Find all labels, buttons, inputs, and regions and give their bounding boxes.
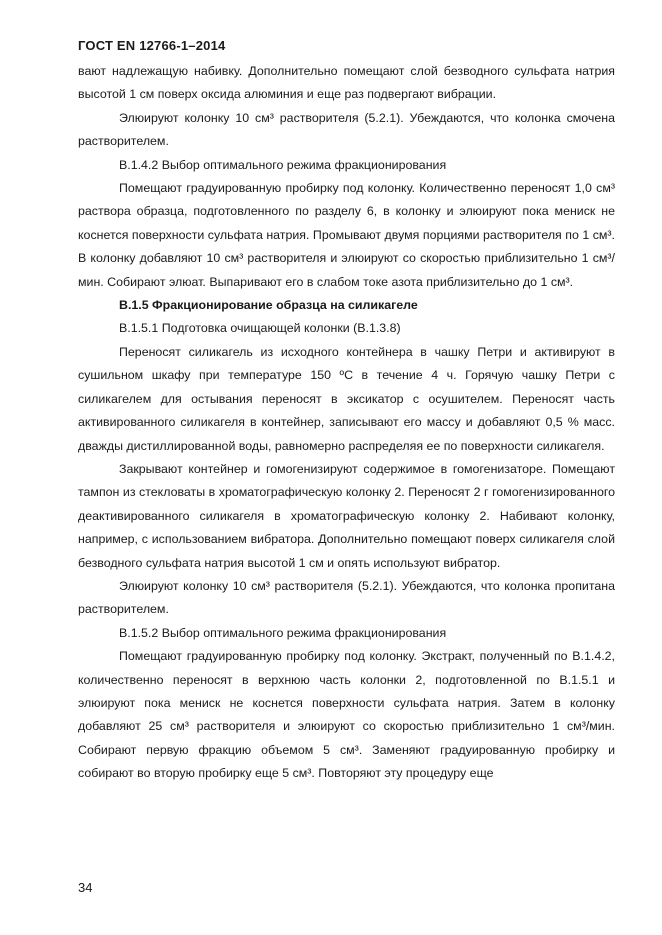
paragraph-column-packing: Закрывают контейнер и гомогенизируют содержимое в гомогенизаторе. Помещают тампон из стекловаты в хроматографическую колонку 2. Переносят 2 г гомогенизированного деактивированного силикагеля в хроматографическую колонку 2. Набивают колонку, например, с использованием вибратора. Дополнительно помещают поверх силикагеля слой безводного сульфата натрия высотой 1 см и опять используют вибратор. (78, 461, 615, 570)
paragraph-continuation: вают надлежащую набивку. Дополнительно помещают слой безводного сульфата натрия высотой 1 см поверх оксида алюминия и еще раз подвергают вибрации. (78, 64, 615, 102)
paragraph-elution-alumina: Элюируют колонку 10 см³ растворителя (5.2.1). Убеждаются, что колонка смочена растворителем. (78, 110, 615, 149)
subsection-heading-b151: В.1.5.1 Подготовка очищающей колонки (В.1.3.8) (119, 321, 401, 336)
subsection-heading-b152: В.1.5.2 Выбор оптимального режима фракционирования (119, 625, 447, 640)
paragraph-b152-procedure: Помещают градуированную пробирку под колонку. Экстракт, полученный по В.1.4.2, количественно переносят в верхнюю часть колонки 2, подготовленной по В.1.5.1 и элюируют пока мениск не коснется поверхности сульфата натрия. Затем в колонку добавляют 25 см³ растворителя и элюируют со скоростью приблизительно 1 см³/мин. Собирают первую фракцию объемом 5 см³. Заменяют градуированную пробирку и собирают во вторую пробирку еще 5 см³. Повторяют эту процедуру еще (78, 649, 615, 781)
section-heading-b15: В.1.5 Фракционирование образца на силикагеле (119, 298, 418, 313)
paragraph-silica-activation: Переносят силикагель из исходного контейнера в чашку Петри и активируют в сушильном шкафу при температуре 150 ºС в течение 4 ч. Горячую чашку Петри с силикагелем для остывания переносят в эксикатор с осушителем. Переносят часть активированного силикагеля в контейнер, записывают его массу и добавляют 0,5 % масс. дважды дистиллированной воды, равномерно распределяя ее по поверхности силикагеля. (78, 344, 615, 453)
page-number: 34 (78, 880, 93, 895)
standard-header: ГОСТ EN 12766-1–2014 (78, 38, 226, 53)
paragraph-b142-procedure: Помещают градуированную пробирку под колонку. Количественно переносят 1,0 см³ раствора образца, подготовленного по разделу 6, в колонку и элюируют пока мениск не коснется поверхности сульфата натрия. Промывают двумя порциями растворителя по 1 см³. В колонку добавляют 10 см³ растворителя и элюируют со скоростью приблизительно 1 см³/мин. Собирают элюат. Выпаривают его в слабом токе азота приблизительно до 1 см³. (78, 181, 615, 289)
document-body (78, 60, 615, 786)
paragraph-elution-silica: Элюируют колонку 10 см³ растворителя (5.2.1). Убеждаются, что колонка пропитана растворителем. (78, 578, 615, 617)
subsection-heading-b142: В.1.4.2 Выбор оптимального режима фракционирования (119, 157, 447, 172)
